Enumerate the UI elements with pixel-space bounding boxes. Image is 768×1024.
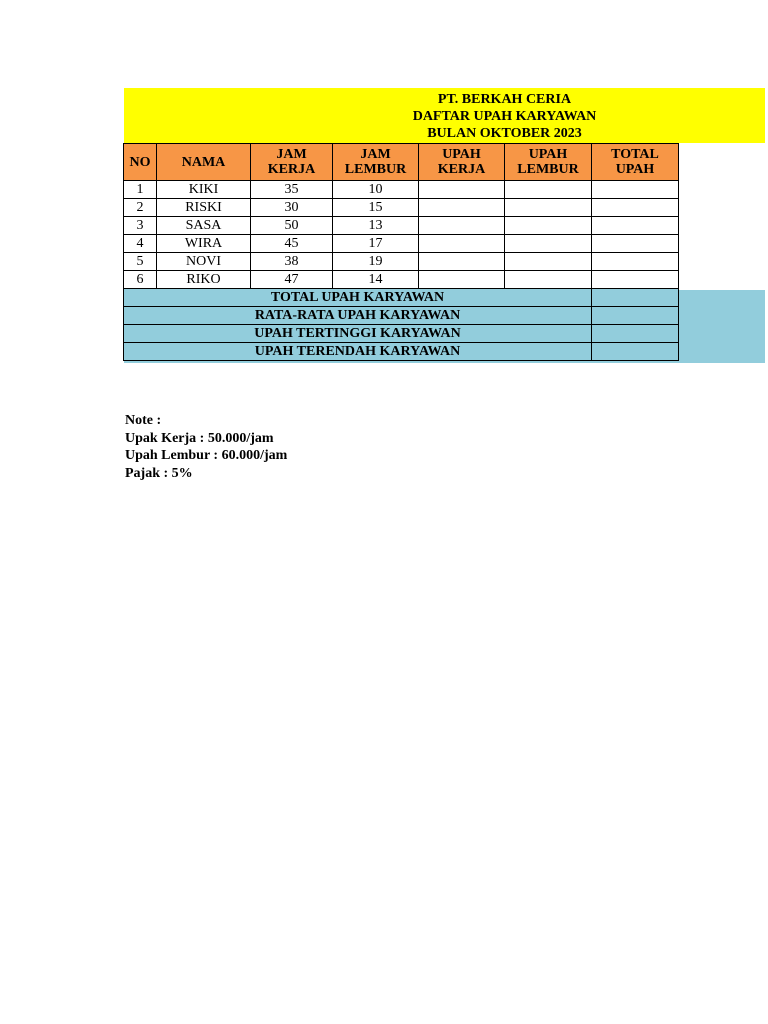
- summary-label-average: RATA-RATA UPAH KARYAWAN: [124, 307, 592, 325]
- cell-jam-lembur: 17: [333, 235, 419, 253]
- table-row: [124, 217, 679, 235]
- note-tax: Pajak : 5%: [125, 465, 193, 481]
- header-upah-kerja: UPAH KERJA: [419, 144, 505, 181]
- header-total-upah: TOTAL UPAH: [592, 144, 679, 181]
- cell-total-upah: [592, 253, 679, 271]
- company-name: PT. BERKAH CERIA: [437, 92, 572, 107]
- cell-total-upah: [592, 235, 679, 253]
- cell-upah-kerja: [419, 217, 505, 235]
- cell-jam-lembur: 15: [333, 199, 419, 217]
- cell-upah-lembur: [505, 253, 592, 271]
- document-title: DAFTAR UPAH KARYAWAN: [412, 109, 597, 124]
- cell-total-upah: [592, 217, 679, 235]
- cell-upah-kerja: [419, 181, 505, 199]
- summary-value-total: [592, 289, 679, 307]
- header-upah-lembur: UPAH LEMBUR: [505, 144, 592, 181]
- cell-nama: RIKO: [157, 271, 251, 289]
- summary-label-highest: UPAH TERTINGGI KARYAWAN: [124, 325, 592, 343]
- cell-jam-kerja: 35: [251, 181, 333, 199]
- cell-upah-lembur: [505, 199, 592, 217]
- table-row: [124, 181, 679, 199]
- cell-no: 2: [124, 199, 157, 217]
- summary-label-total: TOTAL UPAH KARYAWAN: [124, 289, 592, 307]
- notes-section: [125, 412, 287, 482]
- cell-no: 5: [124, 253, 157, 271]
- cell-upah-lembur: [505, 181, 592, 199]
- cell-no: 3: [124, 217, 157, 235]
- summary-label-lowest: UPAH TERENDAH KARYAWAN: [124, 343, 592, 361]
- cell-upah-lembur: [505, 235, 592, 253]
- document-period: BULAN OKTOBER 2023: [427, 126, 582, 141]
- cell-nama: SASA: [157, 217, 251, 235]
- header-jam-kerja: JAM KERJA: [251, 144, 333, 181]
- table-header-row: [124, 144, 679, 181]
- note-heading: Note :: [125, 413, 162, 428]
- cell-jam-kerja: 47: [251, 271, 333, 289]
- cell-upah-lembur: [505, 271, 592, 289]
- cell-jam-kerja: 30: [251, 199, 333, 217]
- header-no: NO: [124, 144, 157, 181]
- summary-row-highest: [124, 325, 679, 343]
- cell-nama: WIRA: [157, 235, 251, 253]
- summary-value-highest: [592, 325, 679, 343]
- cell-upah-kerja: [419, 253, 505, 271]
- cell-nama: KIKI: [157, 181, 251, 199]
- summary-value-average: [592, 307, 679, 325]
- cell-no: 1: [124, 181, 157, 199]
- cell-total-upah: [592, 199, 679, 217]
- table-row: [124, 235, 679, 253]
- cell-total-upah: [592, 271, 679, 289]
- cell-upah-kerja: [419, 271, 505, 289]
- summary-row-total: [124, 289, 679, 307]
- cell-upah-kerja: [419, 235, 505, 253]
- cell-jam-lembur: 19: [333, 253, 419, 271]
- note-work-wage: Upak Kerja : 50.000/jam: [125, 430, 274, 446]
- cell-upah-kerja: [419, 199, 505, 217]
- cell-jam-kerja: 45: [251, 235, 333, 253]
- header-nama: NAMA: [157, 144, 251, 181]
- cell-total-upah: [592, 181, 679, 199]
- table-row: [124, 271, 679, 289]
- cell-upah-lembur: [505, 217, 592, 235]
- cell-nama: RISKI: [157, 199, 251, 217]
- cell-jam-lembur: 13: [333, 217, 419, 235]
- cell-no: 4: [124, 235, 157, 253]
- cell-jam-kerja: 50: [251, 217, 333, 235]
- header-jam-lembur: JAM LEMBUR: [333, 144, 419, 181]
- cell-jam-lembur: 10: [333, 181, 419, 199]
- wage-table: [123, 143, 679, 361]
- summary-row-average: [124, 307, 679, 325]
- cell-jam-kerja: 38: [251, 253, 333, 271]
- summary-value-lowest: [592, 343, 679, 361]
- summary-row-lowest: [124, 343, 679, 361]
- table-row: [124, 253, 679, 271]
- cell-no: 6: [124, 271, 157, 289]
- table-row: [124, 199, 679, 217]
- cell-jam-lembur: 14: [333, 271, 419, 289]
- cell-nama: NOVI: [157, 253, 251, 271]
- note-overtime-wage: Upah Lembur : 60.000/jam: [125, 448, 288, 463]
